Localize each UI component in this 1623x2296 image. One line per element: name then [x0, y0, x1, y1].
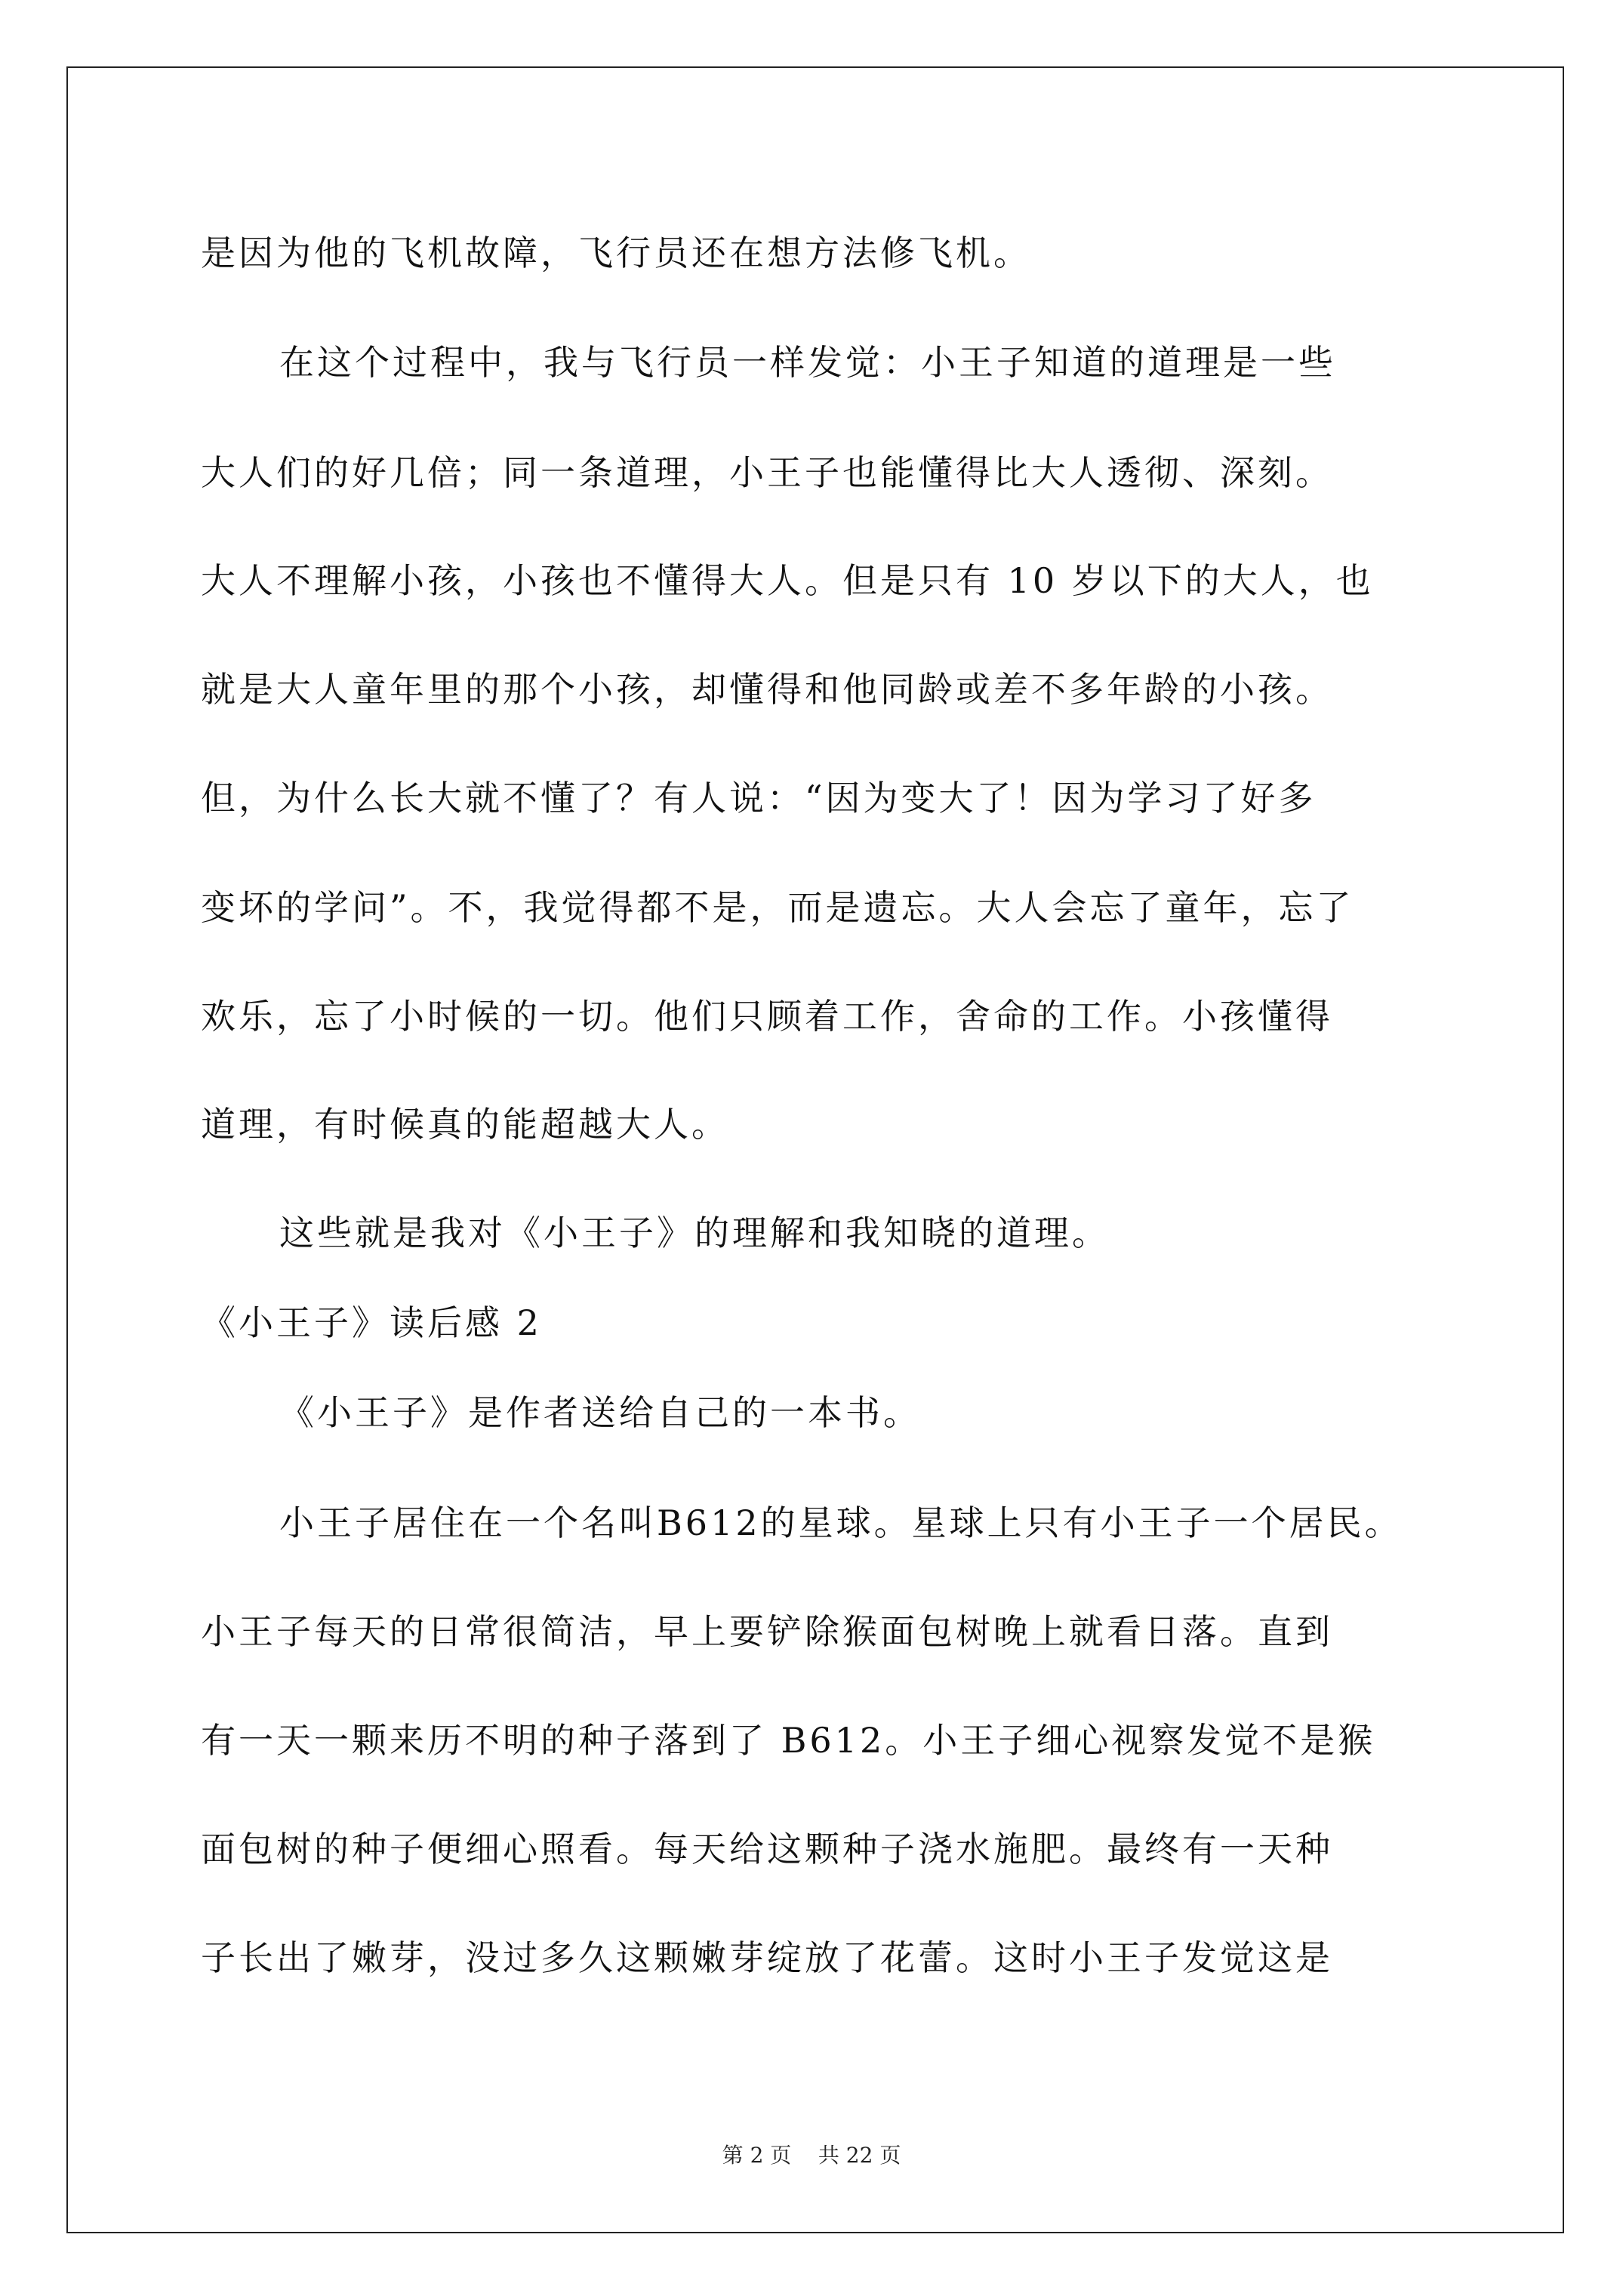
- text-line: 子长出了嫩芽，没过多久这颗嫩芽绽放了花蕾。这时小王子发觉这是: [201, 1937, 1333, 1978]
- paragraph-first-line: 在这个过程中，我与飞行员一样发觉：小王子知道的道理是一些: [279, 342, 1336, 383]
- text-line: 是因为他的飞机故障，飞行员还在想方法修飞机。: [201, 233, 1031, 273]
- text-line: 但，为什么长大就不懂了？有人说：“因为变大了！因为学习了好多: [201, 778, 1317, 818]
- text-line: 大人们的好几倍；同一条道理，小王子也能懂得比大人透彻、深刻。: [201, 452, 1333, 493]
- paragraph-first-line: 这些就是我对《小王子》的理解和我知晓的道理。: [279, 1213, 1110, 1253]
- page-border: [66, 66, 1564, 2233]
- text-line: 就是大人童年里的那个小孩，却懂得和他同龄或差不多年龄的小孩。: [201, 669, 1333, 710]
- text-line: 变坏的学问”。不，我觉得都不是，而是遗忘。大人会忘了童年，忘了: [201, 887, 1354, 928]
- section-heading: 《小王子》读后感 2: [201, 1302, 542, 1343]
- text-line: 大人不理解小孩，小孩也不懂得大人。但是只有 10 岁以下的大人，也: [201, 560, 1374, 601]
- paragraph-first-line: 小王子居住在一个名叫B612的星球。星球上只有小王子一个居民。: [279, 1502, 1403, 1543]
- text-line: 面包树的种子便细心照看。每天给这颗种子浇水施肥。最终有一天种: [201, 1829, 1333, 1869]
- text-line: 道理，有时候真的能超越大人。: [201, 1104, 729, 1145]
- page-footer: [0, 2140, 1623, 2171]
- text-line: 有一天一颗来历不明的种子落到了 B612。小王子细心视察发觉不是猴: [201, 1720, 1376, 1761]
- text-line: 小王子每天的日常很简洁，早上要铲除猴面包树晚上就看日落。直到: [201, 1611, 1333, 1652]
- text-line: 欢乐，忘了小时候的一切。他们只顾着工作，舍命的工作。小孩懂得: [201, 996, 1333, 1037]
- page-number: 第 2 页 共 22 页: [722, 2143, 901, 2168]
- paragraph-first-line: 《小王子》是作者送给自己的一本书。: [279, 1392, 921, 1433]
